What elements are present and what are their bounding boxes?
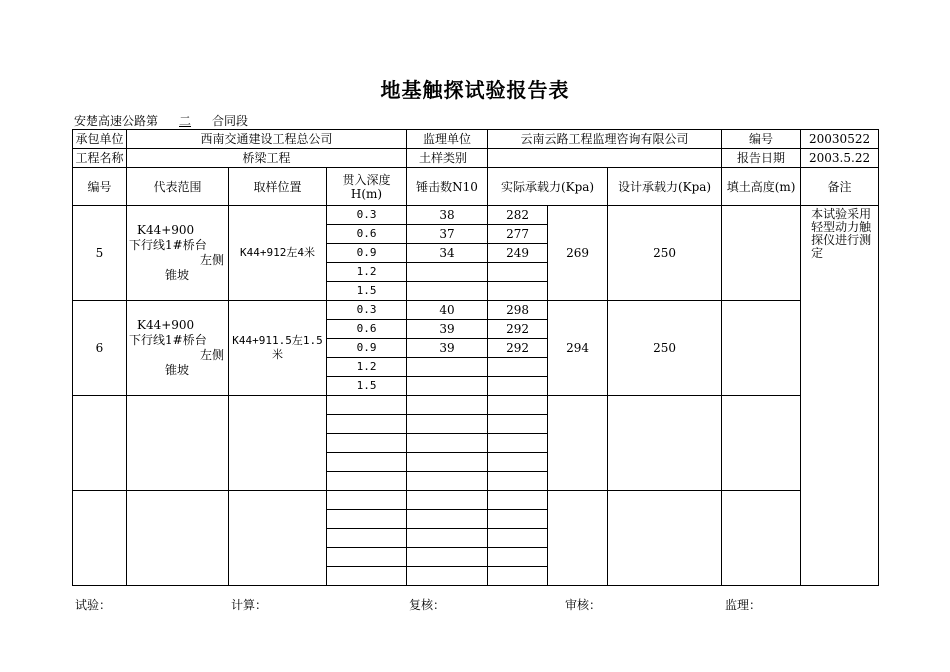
footer-review: 复核： [409, 598, 446, 612]
point-bearing-cell [488, 491, 548, 510]
footer-supervise: 监理： [725, 598, 762, 612]
info-row-1 [73, 130, 879, 149]
supervisor-value: 云南云路工程监理咨询有限公司 [488, 130, 722, 149]
remark-cell: 本试验采用轻型动力触探仪进行测定 [801, 206, 879, 586]
point-bearing-cell [488, 434, 548, 453]
depth-cell: 1.2 [327, 263, 407, 282]
header-fill: 填土高度(m) [722, 168, 801, 206]
blows-cell [407, 472, 488, 491]
fill-height-cell [722, 206, 801, 301]
code-label: 编号 [722, 130, 801, 149]
footer-test: 试验： [75, 598, 112, 612]
blows-cell: 39 [407, 320, 488, 339]
range-line: 下行线1#桥台 [129, 333, 207, 347]
report-date-label: 报告日期 [722, 149, 801, 168]
design-bearing-cell: 250 [608, 301, 722, 396]
depth-cell: 0.3 [327, 301, 407, 320]
blows-cell [407, 548, 488, 567]
report-date-value: 2003.5.22 [801, 149, 879, 168]
fill-height-cell [722, 491, 801, 586]
project-name-value: 桥梁工程 [127, 149, 407, 168]
blows-cell [407, 396, 488, 415]
blows-cell [407, 282, 488, 301]
header-depth-line2: H(m) [350, 186, 383, 201]
depth-cell: 1.5 [327, 377, 407, 396]
point-bearing-cell [488, 529, 548, 548]
header-depth-line1: 贯入深度 [342, 172, 391, 187]
soil-type-value [488, 149, 722, 168]
sample-row [73, 301, 879, 320]
actual-bearing-cell: 294 [548, 301, 608, 396]
sample-position [229, 396, 327, 491]
depth-cell [327, 567, 407, 586]
design-bearing-cell [608, 491, 722, 586]
range-line: 左侧 [199, 253, 224, 267]
blows-cell [407, 415, 488, 434]
depth-cell: 0.9 [327, 339, 407, 358]
depth-cell [327, 529, 407, 548]
blows-cell [407, 377, 488, 396]
info-row-2 [73, 149, 879, 168]
point-bearing-cell [488, 396, 548, 415]
sample-no: 5 [73, 206, 127, 301]
depth-cell: 0.6 [327, 320, 407, 339]
depth-cell: 0.6 [327, 225, 407, 244]
range-line: 左侧 [199, 348, 224, 362]
point-bearing-cell [488, 263, 548, 282]
actual-bearing-cell [548, 491, 608, 586]
blows-cell [407, 529, 488, 548]
sample-no [73, 396, 127, 491]
depth-cell [327, 510, 407, 529]
contractor-value: 西南交通建设工程总公司 [127, 130, 407, 149]
sample-range [127, 206, 229, 301]
header-design: 设计承载力(Kpa) [608, 168, 722, 206]
range-line: 下行线1#桥台 [129, 238, 207, 252]
depth-cell: 1.2 [327, 358, 407, 377]
report-title: 地基触探试验报告表 [380, 78, 570, 102]
depth-cell: 0.9 [327, 244, 407, 263]
sample-no [73, 491, 127, 586]
sample-position: K44+912左4米 [229, 206, 327, 301]
blows-cell [407, 510, 488, 529]
blows-cell [407, 491, 488, 510]
depth-cell: 1.5 [327, 282, 407, 301]
sample-position: K44+911.5左1.5米 [229, 301, 327, 396]
range-line: K44+900 [137, 223, 195, 237]
point-bearing-cell [488, 377, 548, 396]
range-line: 锥坡 [165, 268, 190, 282]
signature-footer [75, 596, 875, 612]
point-bearing-cell [488, 415, 548, 434]
footer-calc: 计算： [231, 598, 268, 612]
header-actual: 实际承载力(Kpa) [488, 168, 608, 206]
soil-type-label: 土样类别 [407, 149, 488, 168]
header-position: 取样位置 [229, 168, 327, 206]
blows-cell: 38 [407, 206, 488, 225]
project-name-label: 工程名称 [73, 149, 127, 168]
blows-cell [407, 358, 488, 377]
design-bearing-cell: 250 [608, 206, 722, 301]
blows-cell: 37 [407, 225, 488, 244]
point-bearing-cell [488, 472, 548, 491]
header-no: 编号 [73, 168, 127, 206]
fill-height-cell [722, 301, 801, 396]
report-table [72, 129, 879, 586]
fill-height-cell [722, 396, 801, 491]
depth-cell [327, 548, 407, 567]
actual-bearing-cell [548, 396, 608, 491]
depth-cell: 0.3 [327, 206, 407, 225]
point-bearing-cell [488, 282, 548, 301]
sample-no: 6 [73, 301, 127, 396]
range-line: 锥坡 [165, 363, 190, 377]
blows-cell [407, 434, 488, 453]
actual-bearing-cell: 269 [548, 206, 608, 301]
depth-cell [327, 434, 407, 453]
point-bearing-cell [488, 453, 548, 472]
footer-audit: 审核： [565, 598, 602, 612]
contractor-label: 承包单位 [73, 130, 127, 149]
point-bearing-cell [488, 358, 548, 377]
header-blows: 锤击数N10 [407, 168, 488, 206]
header-row [73, 168, 879, 206]
project-line [74, 112, 248, 129]
point-bearing-cell [488, 510, 548, 529]
header-range: 代表范围 [127, 168, 229, 206]
header-depth [327, 168, 407, 206]
sample-range [127, 491, 229, 586]
sample-range [127, 396, 229, 491]
point-bearing-cell: 298 [488, 301, 548, 320]
blows-cell: 34 [407, 244, 488, 263]
point-bearing-cell [488, 567, 548, 586]
blows-cell [407, 263, 488, 282]
blows-cell [407, 567, 488, 586]
point-bearing-cell: 292 [488, 320, 548, 339]
header-remark: 备注 [801, 168, 879, 206]
point-bearing-cell: 277 [488, 225, 548, 244]
blows-cell [407, 453, 488, 472]
blows-cell: 40 [407, 301, 488, 320]
point-bearing-cell [488, 548, 548, 567]
depth-cell [327, 396, 407, 415]
depth-cell [327, 415, 407, 434]
code-value: 20030522 [801, 130, 879, 149]
point-bearing-cell: 249 [488, 244, 548, 263]
sample-position [229, 491, 327, 586]
blows-cell: 39 [407, 339, 488, 358]
sample-row [73, 491, 879, 510]
supervisor-label: 监理单位 [407, 130, 488, 149]
project-section: 二 [179, 114, 192, 128]
sample-range [127, 301, 229, 396]
design-bearing-cell [608, 396, 722, 491]
point-bearing-cell: 292 [488, 339, 548, 358]
range-line: K44+900 [137, 318, 195, 332]
depth-cell [327, 453, 407, 472]
sample-row [73, 206, 879, 225]
point-bearing-cell: 282 [488, 206, 548, 225]
depth-cell [327, 491, 407, 510]
project-suffix: 合同段 [212, 114, 249, 128]
depth-cell [327, 472, 407, 491]
project-prefix: 安楚高速公路第 [74, 114, 159, 128]
sample-row [73, 396, 879, 415]
